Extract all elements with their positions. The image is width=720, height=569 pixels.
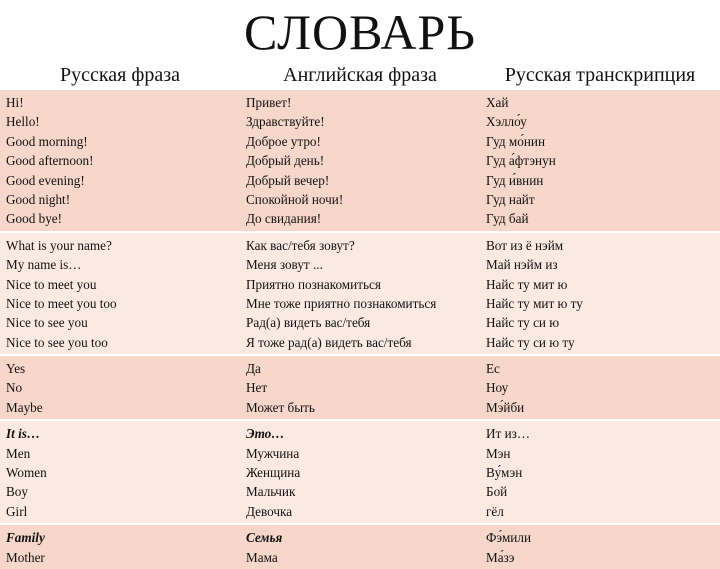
cell-line: Как вас/тебя зовут? xyxy=(246,237,355,253)
russian-phrase-cell xyxy=(0,420,240,524)
transcription-cell xyxy=(480,524,720,569)
cell-line: Гуд бай xyxy=(486,211,529,227)
cell-line: Девочка xyxy=(246,503,293,519)
transcription-cell xyxy=(480,89,720,232)
cell-line: Boy xyxy=(6,484,28,500)
cell-line: Mother xyxy=(6,549,45,565)
cell-line: Хай xyxy=(486,95,509,110)
cell-line: Бой xyxy=(486,484,508,500)
cell-line: Фэ́мили xyxy=(486,530,532,546)
cell-line: гёл xyxy=(486,503,504,519)
transcription-cell xyxy=(480,420,720,524)
cell-line: Женщина xyxy=(246,465,301,481)
cell-line: What is your name? xyxy=(6,237,112,253)
dictionary-table xyxy=(0,62,720,569)
header-russian-phrase: Русская фраза xyxy=(0,62,240,89)
table-row-group xyxy=(0,89,720,232)
transcription-cell xyxy=(480,355,720,420)
cell-line: Добрый вечер! xyxy=(246,172,330,188)
table-row-group xyxy=(0,420,720,524)
cell-line: Girl xyxy=(6,503,28,519)
russian-phrase-cell xyxy=(0,232,240,355)
russian-phrase-cell xyxy=(0,355,240,420)
cell-line: Nice to see you too xyxy=(6,334,108,350)
cell-line: Найс ту си ю ту xyxy=(486,334,575,350)
cell-line: Может быть xyxy=(246,399,315,415)
english-phrase-cell xyxy=(240,524,480,569)
cell-line: Men xyxy=(6,445,31,461)
cell-line: Спокойной ночи! xyxy=(246,191,344,207)
cell-line: Гуд найт xyxy=(486,191,535,207)
table-row-group xyxy=(0,232,720,355)
cell-line: Гуд а́фтэнун xyxy=(486,153,556,169)
dictionary-body xyxy=(0,89,720,569)
cell-line: До свидания! xyxy=(246,211,322,227)
cell-line: Ма́зэ xyxy=(486,549,515,565)
page-title: СЛОВАРЬ xyxy=(244,4,476,60)
header-russian-transcription: Русская транскрипция xyxy=(480,62,720,89)
cell-line: Нет xyxy=(246,380,268,396)
cell-line: Мэ́йби xyxy=(486,399,525,415)
cell-line: Ит из… xyxy=(486,426,531,442)
cell-line: Nice to see you xyxy=(6,315,88,331)
cell-line: Хэлло́у xyxy=(486,114,527,130)
russian-phrase-cell xyxy=(0,89,240,232)
table-row-group xyxy=(0,355,720,420)
cell-line: Women xyxy=(6,465,47,481)
cell-line: Good night! xyxy=(6,191,71,207)
cell-line: Меня зовут ... xyxy=(246,257,323,273)
cell-line: Good bye! xyxy=(6,211,63,227)
cell-line: Вот из ё нэйм xyxy=(486,237,564,253)
cell-line: Мама xyxy=(246,549,278,565)
table-row-group xyxy=(0,524,720,569)
transcription-cell xyxy=(480,232,720,355)
cell-line: My name is… xyxy=(6,257,82,273)
cell-line: Ву́мэн xyxy=(486,465,523,481)
cell-line: Nice to meet you too xyxy=(6,295,117,311)
header-row xyxy=(0,62,720,89)
cell-line: Гуд мо́нин xyxy=(486,133,546,149)
cell-line: Ноу xyxy=(486,380,509,396)
header-english-phrase: Английская фраза xyxy=(240,62,480,89)
cell-line: Мне тоже приятно познакомиться xyxy=(246,295,437,311)
cell-line: Приятно познакомиться xyxy=(246,276,381,292)
cell-line: Good afternoon! xyxy=(6,153,94,169)
cell-line: Hello! xyxy=(6,114,40,130)
cell-line: Доброе утро! xyxy=(246,133,321,149)
english-phrase-cell xyxy=(240,89,480,232)
cell-line: Добрый день! xyxy=(246,153,325,169)
cell-line: Да xyxy=(246,361,261,377)
english-phrase-cell xyxy=(240,420,480,524)
cell-line: Здравствуйте! xyxy=(246,114,325,130)
cell-line: Good evening! xyxy=(6,172,85,188)
cell-line: Найс ту мит ю ту xyxy=(486,295,583,311)
cell-line: Это… xyxy=(246,426,285,442)
cell-line: No xyxy=(6,380,23,396)
cell-line: Hi! xyxy=(6,95,24,110)
cell-line: Good morning! xyxy=(6,133,88,149)
cell-line: Найс ту си ю xyxy=(486,315,560,331)
cell-line: Мэн xyxy=(486,445,511,461)
cell-line: Family xyxy=(6,530,45,546)
cell-line: Мальчик xyxy=(246,484,296,500)
cell-line: Привет! xyxy=(246,95,292,110)
russian-phrase-cell xyxy=(0,524,240,569)
english-phrase-cell xyxy=(240,355,480,420)
cell-line: Yes xyxy=(6,361,26,377)
cell-line: Мужчина xyxy=(246,445,300,461)
cell-line: Я тоже рад(а) видеть вас/тебя xyxy=(246,334,412,350)
cell-line: Май нэйм из xyxy=(486,257,558,273)
cell-line: Maybe xyxy=(6,399,43,415)
cell-line: Найс ту мит ю xyxy=(486,276,568,292)
cell-line: It is… xyxy=(6,426,41,442)
cell-line: Семья xyxy=(246,530,283,546)
dictionary-table-wrap xyxy=(0,62,720,565)
cell-line: Nice to meet you xyxy=(6,276,97,292)
cell-line: Гуд и́внин xyxy=(486,172,544,188)
english-phrase-cell xyxy=(240,232,480,355)
cell-line: Ес xyxy=(486,361,500,377)
cell-line: Рад(а) видеть вас/тебя xyxy=(246,315,371,331)
